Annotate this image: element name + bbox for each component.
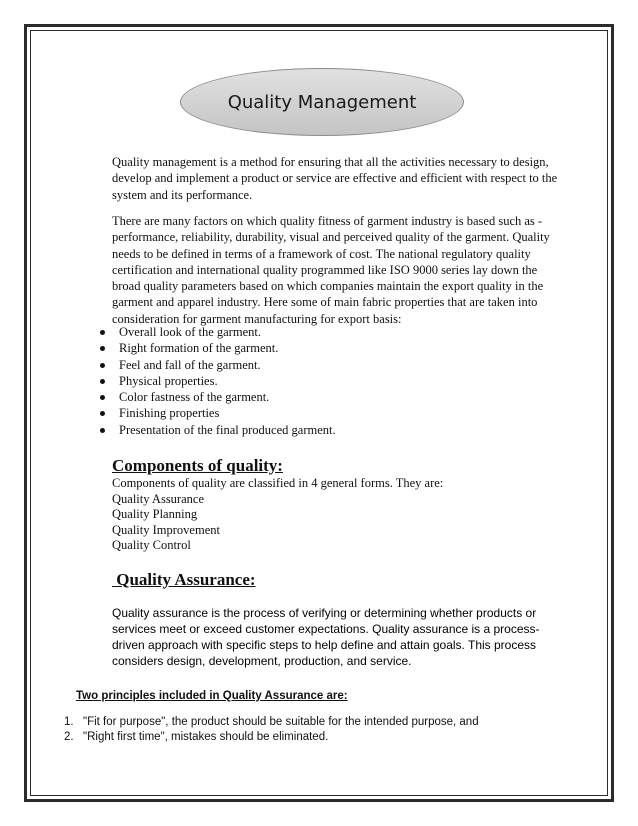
list-item bbox=[64, 715, 479, 730]
list-item-text: "Fit for purpose", the product should be suitable for the intended purpose, and bbox=[83, 716, 479, 728]
list-item-text: Physical properties. bbox=[119, 373, 218, 388]
intro-paragraph: Quality management is a method for ensuring that all the activities necessary to design, develop and implement a product or service are effective and efficient with respect to the system and its performance. bbox=[112, 155, 558, 202]
list-item bbox=[96, 357, 336, 373]
list-item-text: Finishing properties bbox=[119, 406, 220, 421]
components-line: Quality Improvement bbox=[112, 522, 220, 537]
list-item-text: Right formation of the garment. bbox=[119, 341, 279, 356]
components-line: Quality Control bbox=[112, 538, 191, 553]
list-item-text: Overall look of the garment. bbox=[119, 325, 261, 339]
list-item-text: Color fastness of the garment. bbox=[119, 390, 270, 405]
components-line: Quality Planning bbox=[112, 507, 198, 522]
list-item bbox=[96, 389, 336, 405]
list-item-text: "Right first time", mistakes should be eliminated. bbox=[83, 731, 329, 743]
principles-list bbox=[64, 715, 479, 745]
list-item bbox=[96, 422, 336, 438]
bullet-icon bbox=[100, 330, 105, 335]
bullet-icon bbox=[100, 346, 105, 351]
property-list bbox=[96, 324, 336, 438]
list-item-text: Presentation of the final produced garment. bbox=[119, 422, 336, 437]
page-title: Quality Management bbox=[227, 91, 417, 113]
principles-heading: Two principles included in Quality Assurance are: bbox=[76, 690, 348, 702]
list-item bbox=[96, 324, 336, 340]
assurance-heading bbox=[112, 570, 256, 590]
bullet-icon bbox=[100, 428, 105, 433]
bullet-icon bbox=[100, 395, 105, 400]
components-list bbox=[112, 476, 443, 554]
list-item-text: Feel and fall of the garment. bbox=[119, 357, 261, 372]
list-item bbox=[64, 730, 479, 745]
list-number: 1. bbox=[64, 716, 74, 728]
factors-paragraph: There are many factors on which quality fitness of garment industry is based such as - performance, reliability, durability, visual and perceived quality of the garment. Quality needs to be defined in terms of a framework of cost. The national regulatory quality certification and international quality programmed like ISO 9000 series lay down the broad quality parameters based on which companies maintain the export quality in the garment and apparel industry. Here some of main fabric properties that are taken into consideration for garment manufacturing for export basis: bbox=[112, 214, 550, 326]
bullet-icon bbox=[100, 363, 105, 368]
bullet-icon bbox=[100, 379, 105, 384]
components-line: Quality Assurance bbox=[112, 491, 204, 506]
list-number: 2. bbox=[64, 731, 74, 743]
assurance-paragraph: Quality assurance is the process of verifying or determining whether products or services meet or exceed customer expectations. Quality assurance is a process-driven approach with specific steps to help define and attain goals. This process considers design, development, production, and service. bbox=[112, 606, 540, 668]
list-item bbox=[96, 340, 336, 356]
bullet-icon bbox=[100, 411, 105, 416]
components-line: Components of quality are classified in 4 general forms. They are: bbox=[112, 476, 444, 490]
list-item bbox=[96, 373, 336, 389]
title-banner bbox=[180, 68, 464, 136]
assurance-heading-text: Quality Assurance: bbox=[112, 570, 256, 589]
components-heading: Components of quality: bbox=[112, 456, 283, 475]
list-item bbox=[96, 405, 336, 421]
